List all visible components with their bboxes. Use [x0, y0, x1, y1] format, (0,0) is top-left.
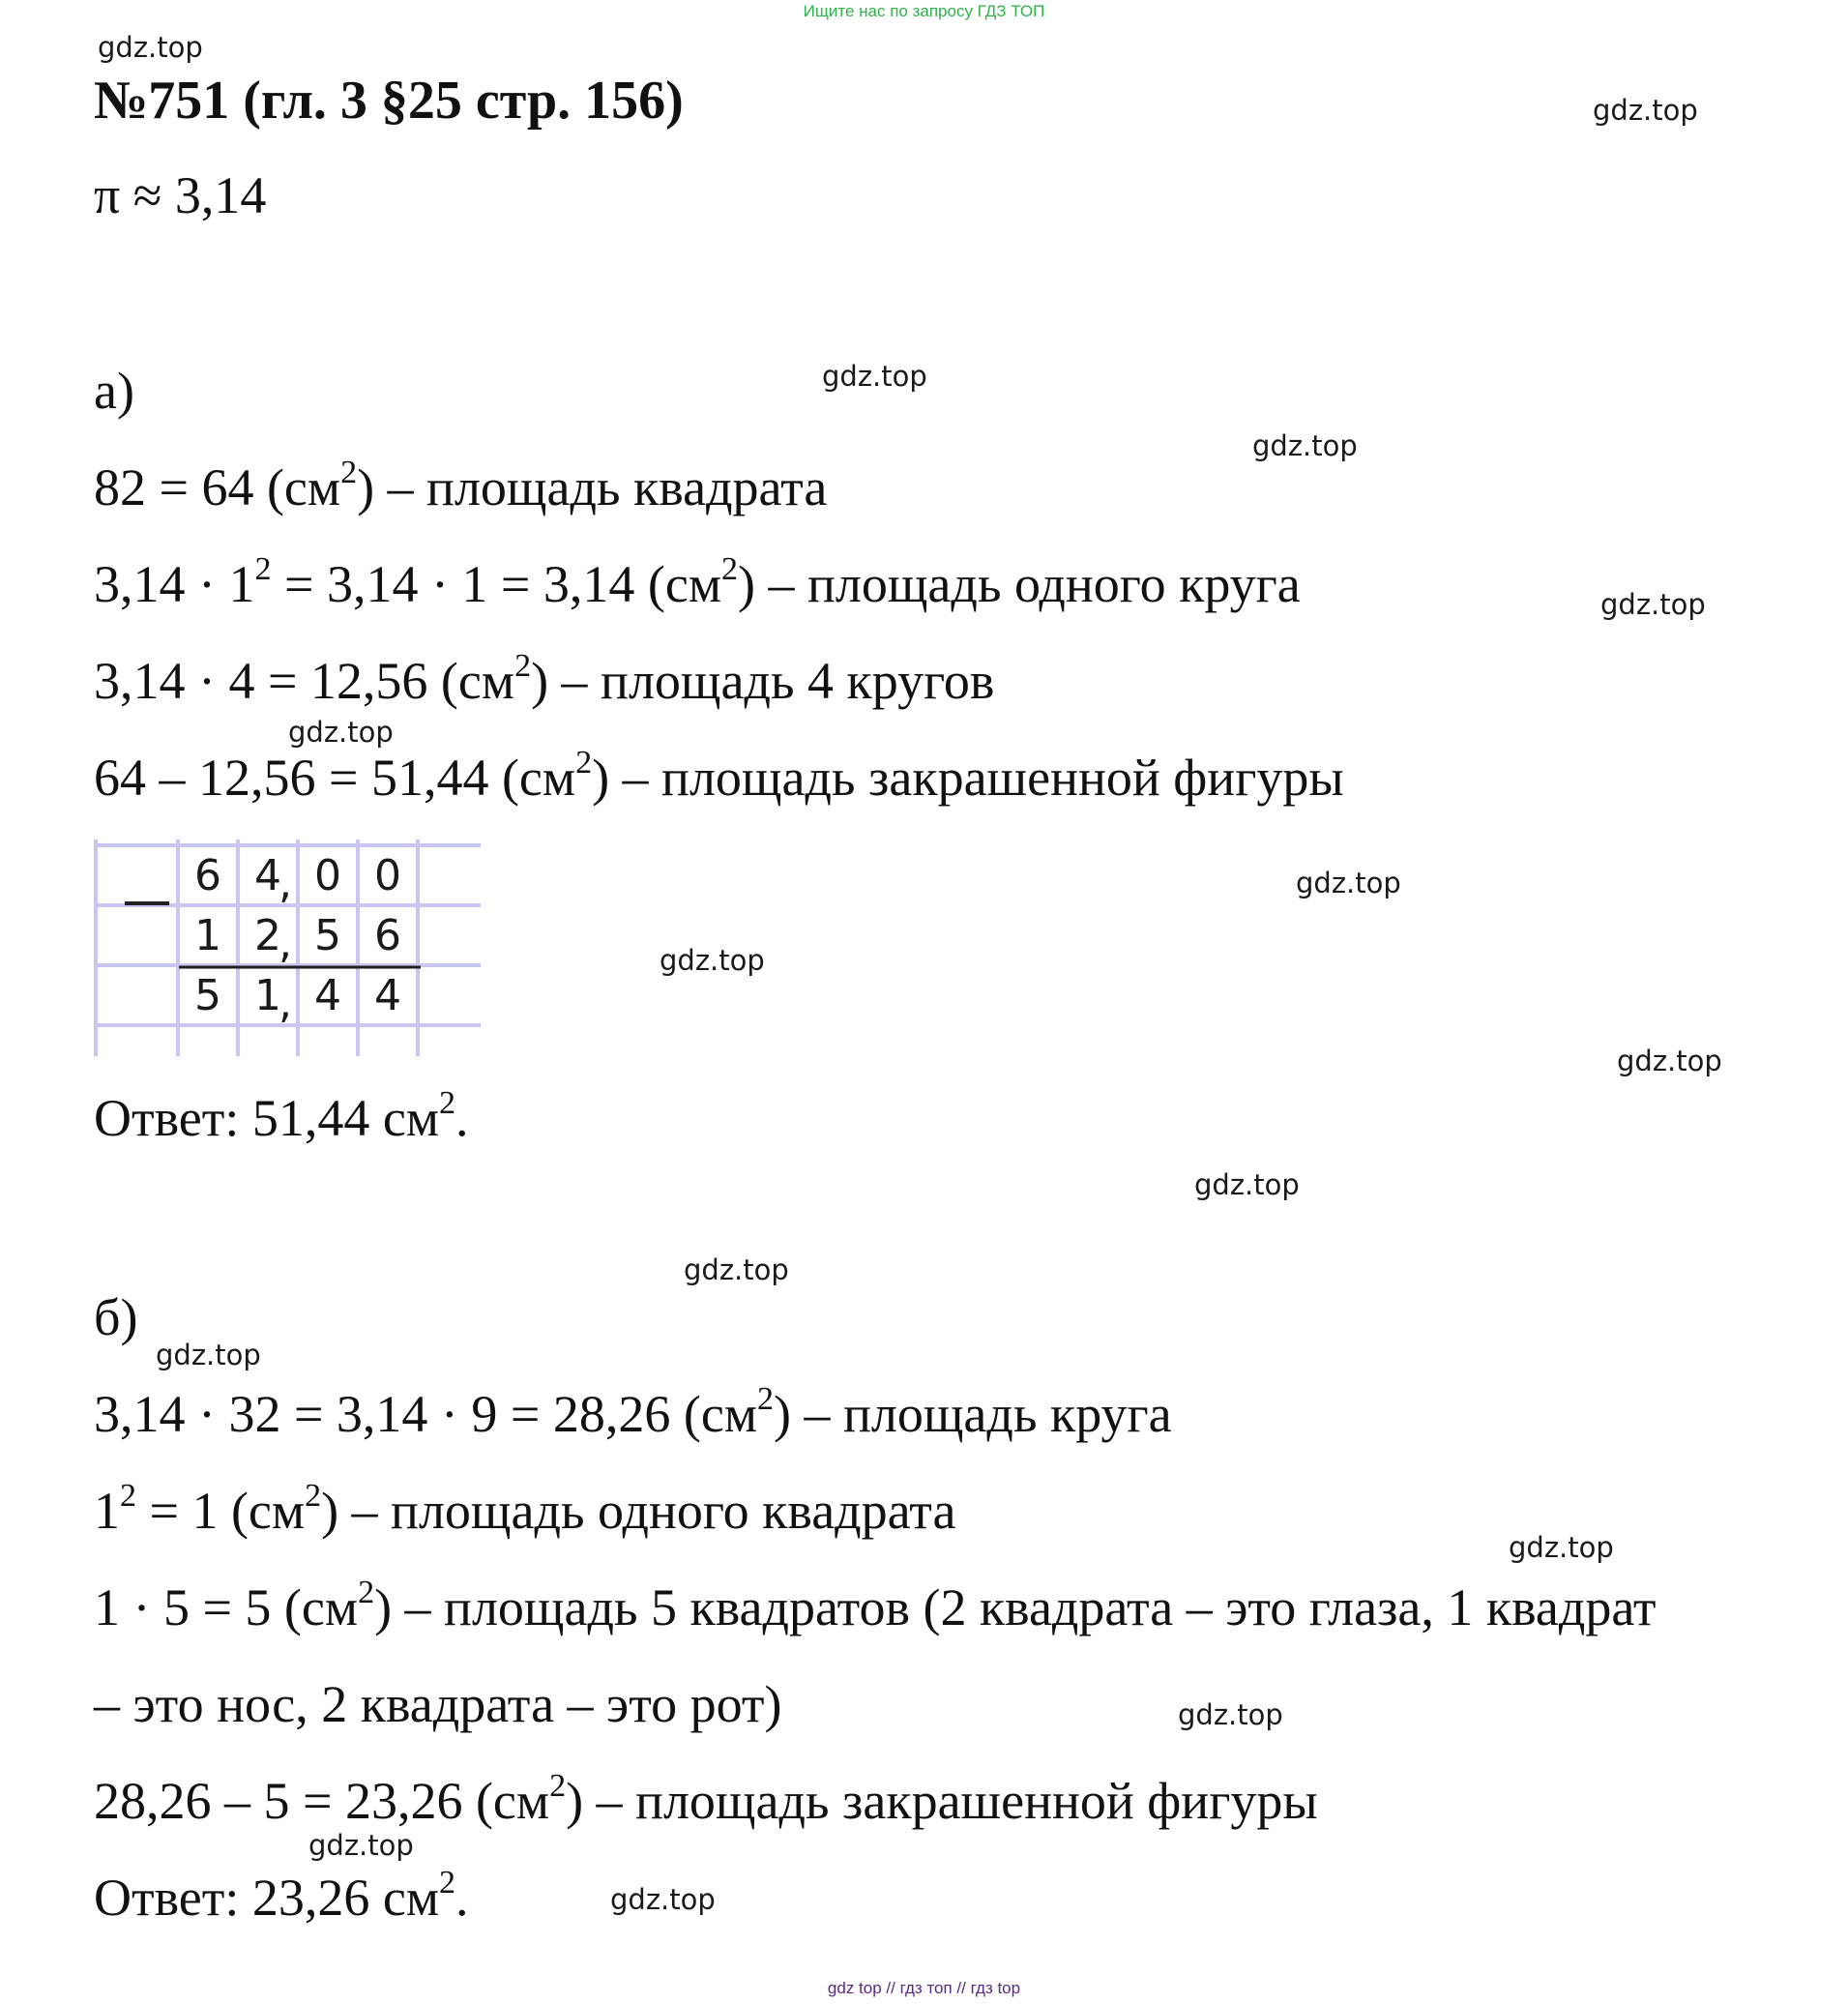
part-b-line-2: [94, 1480, 955, 1542]
watermark: gdz.top: [1178, 1698, 1283, 1731]
superscript: 2: [358, 1575, 375, 1610]
text: Ответ: 51,44 см: [94, 1089, 439, 1147]
superscript: 2: [721, 551, 738, 587]
pi-approximation: π ≈ 3,14: [94, 166, 267, 224]
text: = 3,14 · 1 = 3,14 (см: [271, 555, 721, 613]
superscript: 2: [575, 745, 593, 781]
watermark: gdz.top: [1509, 1531, 1614, 1564]
text: = 1 (см: [136, 1482, 306, 1540]
part-b-line-1: [94, 1383, 1172, 1445]
text: ) – площадь круга: [774, 1385, 1172, 1443]
watermark: gdz.top: [98, 31, 203, 64]
watermark: gdz.top: [1252, 429, 1358, 462]
part-b-line-5: [94, 1770, 1318, 1832]
text: ) – площадь 4 кругов: [531, 652, 995, 710]
top-banner: Ищите нас по запросу ГДЗ ТОП: [803, 2, 1045, 20]
watermark: gdz.top: [1617, 1045, 1722, 1077]
decimal-comma: ,: [279, 979, 292, 1028]
text: 3,14 · 4 = 12,56 (см: [94, 652, 515, 710]
text: 82 = 64 (см: [94, 458, 341, 516]
text: .: [455, 1089, 469, 1147]
watermark: gdz.top: [1593, 94, 1698, 127]
part-a-line-3: [94, 650, 994, 712]
digit: 5: [194, 971, 221, 1020]
superscript: 2: [254, 551, 272, 587]
text: .: [455, 1869, 469, 1927]
digit: 2: [254, 911, 281, 960]
text: 64 – 12,56 = 51,44 (см: [94, 749, 576, 807]
text: ) – площадь 5 квадратов (2 квадрата – это глаза, 1 квадрат: [374, 1578, 1657, 1636]
part-b-line-3: [94, 1577, 1657, 1638]
text: Ответ: 23,26 см: [94, 1869, 439, 1927]
superscript: 2: [549, 1768, 567, 1804]
digit: 6: [374, 911, 401, 960]
digit: 6: [194, 851, 221, 900]
superscript: 2: [757, 1381, 774, 1417]
digit: 5: [314, 911, 341, 960]
superscript: 2: [120, 1478, 136, 1514]
superscript: 2: [340, 455, 358, 490]
part-b-label: б): [94, 1288, 138, 1346]
digit: 1: [254, 971, 281, 1020]
text: ) – площадь одного круга: [738, 555, 1301, 613]
part-b-answer: [94, 1867, 469, 1929]
watermark: gdz.top: [156, 1339, 261, 1371]
text: 1: [94, 1482, 120, 1540]
superscript: 2: [439, 1865, 455, 1901]
text: ) – площадь закрашенной фигуры: [592, 749, 1344, 807]
decimal-comma: ,: [279, 919, 292, 968]
digit: 1: [194, 911, 221, 960]
watermark: gdz.top: [660, 944, 765, 977]
part-a-line-1: [94, 457, 827, 518]
part-a-answer: [94, 1087, 469, 1149]
watermark: gdz.top: [288, 716, 394, 749]
text: 3,14 · 1: [94, 555, 255, 613]
subtraction-grid: [94, 840, 481, 1056]
digit: 0: [314, 851, 341, 900]
digit: 4: [314, 971, 341, 1020]
part-a-label: а): [94, 362, 134, 420]
text: ) – площадь закрашенной фигуры: [566, 1772, 1318, 1830]
watermark: gdz.top: [684, 1253, 789, 1286]
text: ) – площадь квадрата: [357, 458, 828, 516]
digit: 4: [254, 851, 281, 900]
decimal-comma: ,: [279, 859, 292, 908]
watermark: gdz.top: [610, 1883, 716, 1916]
text: 3,14 · 32 = 3,14 · 9 = 28,26 (см: [94, 1385, 757, 1443]
part-a-line-4: [94, 747, 1344, 809]
watermark: gdz.top: [1600, 588, 1706, 621]
superscript: 2: [514, 648, 532, 684]
part-a-line-2: [94, 553, 1301, 615]
text: ) – площадь одного квадрата: [321, 1482, 956, 1540]
part-b-line-4: – это нос, 2 квадрата – это рот): [94, 1675, 782, 1733]
text: 28,26 – 5 = 23,26 (см: [94, 1772, 550, 1830]
superscript: 2: [439, 1085, 455, 1121]
column-subtraction: [94, 840, 481, 1056]
bottom-footer: gdz top // гдз топ // гдз top: [827, 1979, 1021, 1997]
page-title: №751 (гл. 3 §25 стр. 156): [94, 71, 684, 131]
watermark: gdz.top: [308, 1829, 414, 1862]
superscript: 2: [305, 1478, 322, 1514]
watermark: gdz.top: [1296, 867, 1401, 899]
digit: 4: [374, 971, 401, 1020]
text: 1 · 5 = 5 (см: [94, 1578, 359, 1636]
digit: 0: [374, 851, 401, 900]
watermark: gdz.top: [1194, 1168, 1300, 1201]
watermark: gdz.top: [822, 360, 927, 393]
